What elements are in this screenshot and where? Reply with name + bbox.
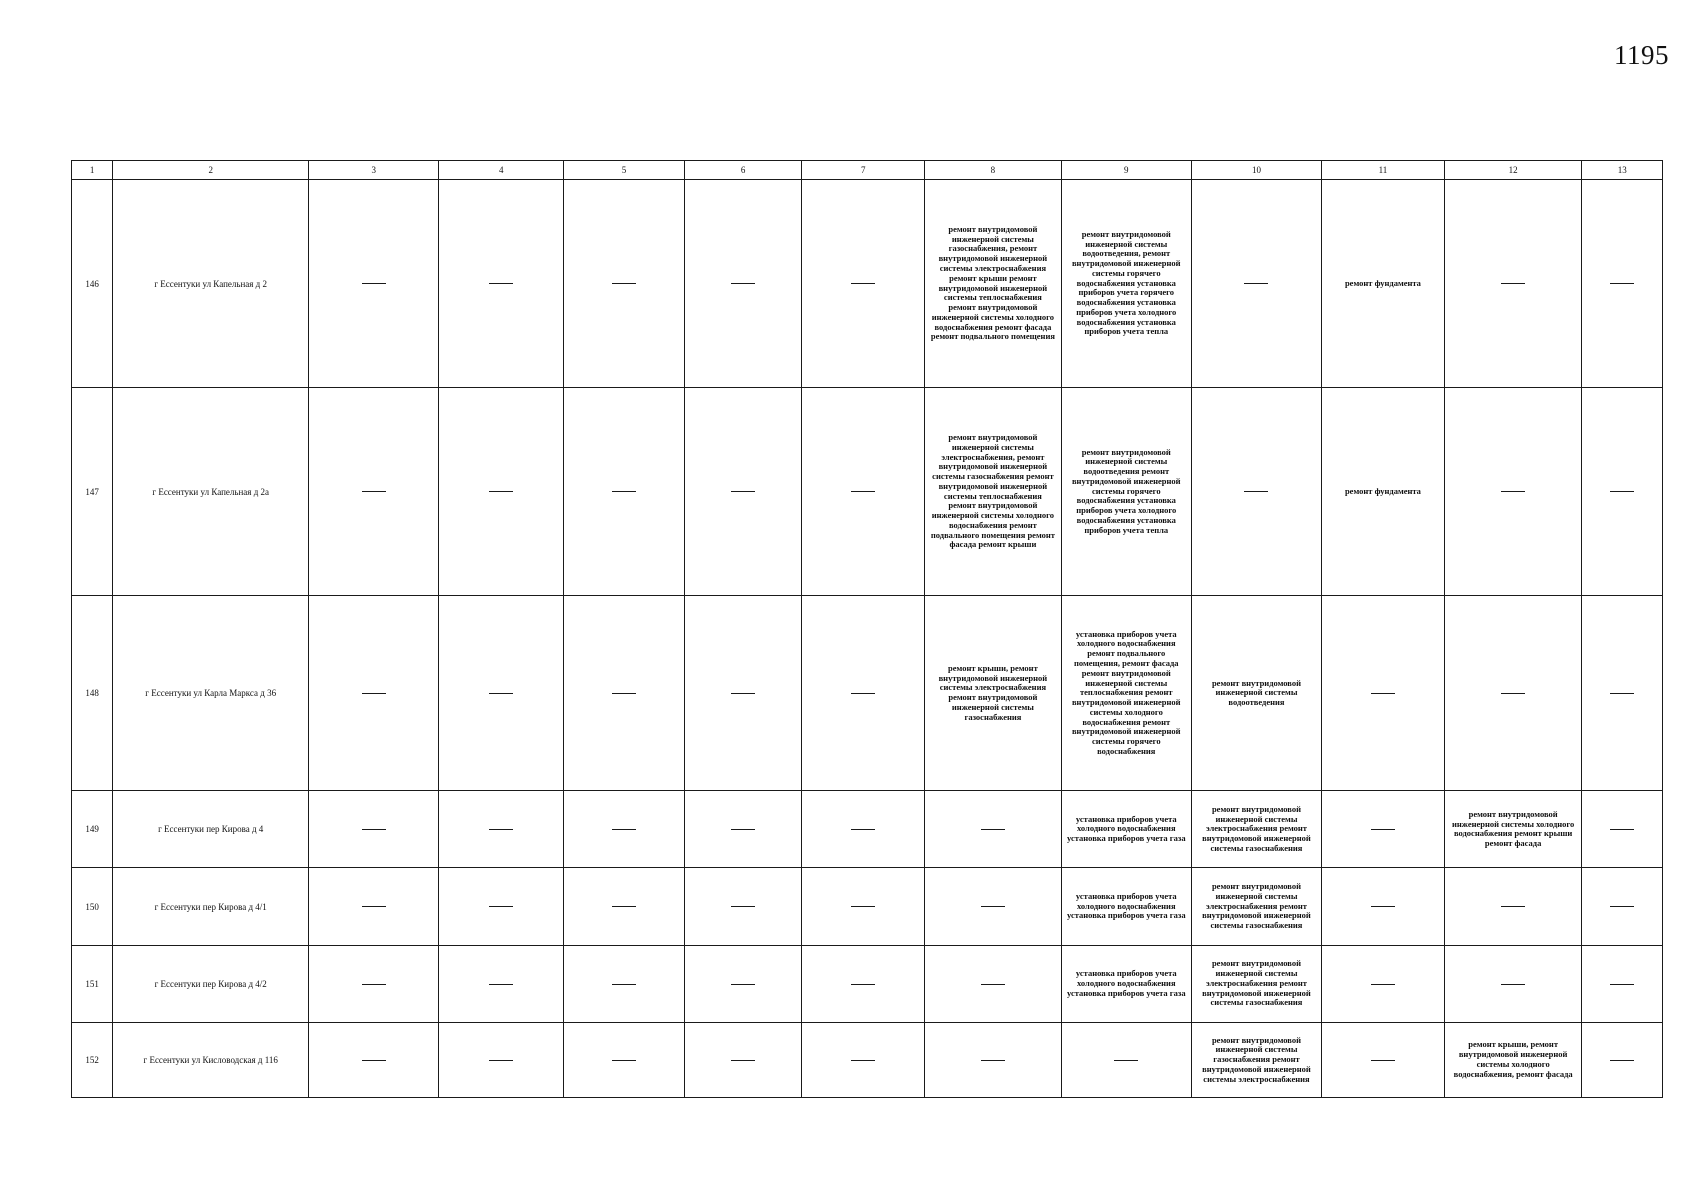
dash-mark bbox=[489, 693, 513, 694]
empty-dash-cell bbox=[1582, 180, 1663, 388]
empty-dash-cell bbox=[439, 388, 564, 596]
empty-dash-cell bbox=[802, 180, 925, 388]
empty-dash-cell bbox=[802, 388, 925, 596]
dash-mark bbox=[1244, 283, 1268, 284]
column-number: 9 bbox=[1061, 161, 1191, 180]
empty-dash-cell bbox=[439, 180, 564, 388]
table-row bbox=[72, 388, 1663, 596]
dash-mark bbox=[981, 1060, 1005, 1061]
address-cell: г Ессентуки пер Кирова д 4/2 bbox=[113, 945, 309, 1022]
table-row bbox=[72, 791, 1663, 868]
row-number: 150 bbox=[72, 868, 113, 945]
work-description-cell: установка приборов учета холодного водоснабжения установка приборов учета газа bbox=[1061, 945, 1191, 1022]
empty-dash-cell bbox=[1444, 868, 1582, 945]
column-number: 6 bbox=[684, 161, 801, 180]
empty-dash-cell bbox=[1582, 868, 1663, 945]
empty-dash-cell bbox=[802, 868, 925, 945]
dash-mark bbox=[981, 906, 1005, 907]
empty-dash-cell bbox=[309, 791, 439, 868]
empty-dash-cell bbox=[925, 945, 1062, 1022]
row-number: 147 bbox=[72, 388, 113, 596]
dash-mark bbox=[362, 491, 386, 492]
column-number: 1 bbox=[72, 161, 113, 180]
dash-mark bbox=[612, 906, 636, 907]
column-number: 10 bbox=[1191, 161, 1321, 180]
empty-dash-cell bbox=[1322, 596, 1445, 791]
empty-dash-cell bbox=[309, 388, 439, 596]
empty-dash-cell bbox=[1444, 388, 1582, 596]
work-description-cell: ремонт внутридомовой инженерной системы водоотведения ремонт внутридомовой инженерной системы горячего водоснабжения установка приборов учета холодного водоснабжения установка приборов учета тепла bbox=[1061, 388, 1191, 596]
column-number: 12 bbox=[1444, 161, 1582, 180]
empty-dash-cell bbox=[1322, 868, 1445, 945]
dash-mark bbox=[362, 829, 386, 830]
work-description-cell: ремонт фундамента bbox=[1322, 180, 1445, 388]
work-description-cell: установка приборов учета холодного водоснабжения ремонт подвального помещения, ремонт фасада ремонт внутридомовой инженерной системы теплоснабжения ремонт внутридомовой инженерной системы холодного водоснабжения ремонт внутридомовой инженерной системы горячего водоснабжения bbox=[1061, 596, 1191, 791]
empty-dash-cell bbox=[1061, 1022, 1191, 1097]
column-number: 8 bbox=[925, 161, 1062, 180]
dash-mark bbox=[731, 906, 755, 907]
address-cell: г Ессентуки ул Кисловодская д 116 bbox=[113, 1022, 309, 1097]
dash-mark bbox=[1371, 906, 1395, 907]
dash-mark bbox=[1371, 984, 1395, 985]
empty-dash-cell bbox=[309, 180, 439, 388]
empty-dash-cell bbox=[1582, 1022, 1663, 1097]
empty-dash-cell bbox=[1322, 791, 1445, 868]
row-number: 152 bbox=[72, 1022, 113, 1097]
dash-mark bbox=[612, 491, 636, 492]
dash-mark bbox=[489, 984, 513, 985]
table-row bbox=[72, 1022, 1663, 1097]
empty-dash-cell bbox=[1582, 791, 1663, 868]
dash-mark bbox=[362, 693, 386, 694]
dash-mark bbox=[981, 829, 1005, 830]
work-description-cell: ремонт внутридомовой инженерной системы электроснабжения ремонт внутридомовой инженерной системы газоснабжения bbox=[1191, 791, 1321, 868]
dash-mark bbox=[981, 984, 1005, 985]
address-cell: г Ессентуки пер Кирова д 4 bbox=[113, 791, 309, 868]
empty-dash-cell bbox=[1322, 945, 1445, 1022]
work-description-cell: установка приборов учета холодного водоснабжения установка приборов учета газа bbox=[1061, 868, 1191, 945]
empty-dash-cell bbox=[564, 945, 685, 1022]
empty-dash-cell bbox=[564, 868, 685, 945]
work-description-cell: ремонт внутридомовой инженерной системы газоснабжения, ремонт внутридомовой инженерной системы электроснабжения ремонт крыши ремонт внутридомовой инженерной системы теплоснабжения ремонт внутридомовой инженерной системы холодного водоснабжения ремонт фасада ремонт подвального помещения bbox=[925, 180, 1062, 388]
empty-dash-cell bbox=[309, 868, 439, 945]
dash-mark bbox=[1610, 491, 1634, 492]
dash-mark bbox=[1501, 491, 1525, 492]
dash-mark bbox=[851, 829, 875, 830]
work-description-cell: ремонт фундамента bbox=[1322, 388, 1445, 596]
dash-mark bbox=[851, 491, 875, 492]
dash-mark bbox=[1610, 829, 1634, 830]
dash-mark bbox=[731, 491, 755, 492]
empty-dash-cell bbox=[564, 180, 685, 388]
empty-dash-cell bbox=[309, 1022, 439, 1097]
empty-dash-cell bbox=[564, 596, 685, 791]
empty-dash-cell bbox=[439, 791, 564, 868]
empty-dash-cell bbox=[1582, 596, 1663, 791]
dash-mark bbox=[612, 693, 636, 694]
dash-mark bbox=[612, 829, 636, 830]
dash-mark bbox=[489, 1060, 513, 1061]
work-description-cell: ремонт внутридомовой инженерной системы водоотведения, ремонт внутридомовой инженерной системы горячего водоснабжения установка приборов учета горячего водоснабжения установка приборов учета холодного водоснабжения установка приборов учета тепла bbox=[1061, 180, 1191, 388]
row-number: 146 bbox=[72, 180, 113, 388]
dash-mark bbox=[851, 1060, 875, 1061]
column-number: 11 bbox=[1322, 161, 1445, 180]
column-number: 5 bbox=[564, 161, 685, 180]
empty-dash-cell bbox=[684, 791, 801, 868]
work-description-cell: ремонт внутридомовой инженерной системы электроснабжения ремонт внутридомовой инженерной системы газоснабжения bbox=[1191, 945, 1321, 1022]
row-number: 151 bbox=[72, 945, 113, 1022]
empty-dash-cell bbox=[684, 945, 801, 1022]
empty-dash-cell bbox=[1582, 945, 1663, 1022]
dash-mark bbox=[1371, 693, 1395, 694]
empty-dash-cell bbox=[684, 1022, 801, 1097]
empty-dash-cell bbox=[309, 945, 439, 1022]
dash-mark bbox=[1501, 283, 1525, 284]
empty-dash-cell bbox=[1582, 388, 1663, 596]
empty-dash-cell bbox=[684, 388, 801, 596]
address-cell: г Ессентуки ул Капельная д 2а bbox=[113, 388, 309, 596]
dash-mark bbox=[731, 693, 755, 694]
empty-dash-cell bbox=[309, 596, 439, 791]
table-row bbox=[72, 596, 1663, 791]
work-description-cell: ремонт крыши, ремонт внутридомовой инженерной системы электроснабжения ремонт внутридомовой инженерной системы газоснабжения bbox=[925, 596, 1062, 791]
empty-dash-cell bbox=[439, 1022, 564, 1097]
dash-mark bbox=[731, 1060, 755, 1061]
table-row bbox=[72, 945, 1663, 1022]
dash-mark bbox=[1371, 1060, 1395, 1061]
dash-mark bbox=[612, 984, 636, 985]
dash-mark bbox=[851, 984, 875, 985]
dash-mark bbox=[1501, 984, 1525, 985]
work-description-cell: ремонт внутридомовой инженерной системы холодного водоснабжения ремонт крыши ремонт фасада bbox=[1444, 791, 1582, 868]
dash-mark bbox=[612, 1060, 636, 1061]
dash-mark bbox=[1114, 1060, 1138, 1061]
dash-mark bbox=[731, 283, 755, 284]
empty-dash-cell bbox=[684, 180, 801, 388]
empty-dash-cell bbox=[1191, 388, 1321, 596]
work-description-cell: ремонт внутридомовой инженерной системы электроснабжения, ремонт внутридомовой инженерной системы газоснабжения ремонт внутридомовой инженерной системы теплоснабжения ремонт внутридомовой инженерной системы холодного водоснабжения ремонт подвального помещения ремонт фасада ремонт крыши bbox=[925, 388, 1062, 596]
page-number: 1195 bbox=[1614, 40, 1669, 70]
dash-mark bbox=[1610, 283, 1634, 284]
dash-mark bbox=[362, 984, 386, 985]
empty-dash-cell bbox=[1444, 180, 1582, 388]
address-cell: г Ессентуки пер Кирова д 4/1 bbox=[113, 868, 309, 945]
dash-mark bbox=[1501, 906, 1525, 907]
dash-mark bbox=[362, 906, 386, 907]
empty-dash-cell bbox=[1444, 945, 1582, 1022]
empty-dash-cell bbox=[564, 1022, 685, 1097]
empty-dash-cell bbox=[684, 596, 801, 791]
empty-dash-cell bbox=[925, 1022, 1062, 1097]
dash-mark bbox=[1610, 693, 1634, 694]
column-number-row bbox=[72, 161, 1663, 180]
dash-mark bbox=[1610, 906, 1634, 907]
work-description-cell: ремонт внутридомовой инженерной системы газоснабжения ремонт внутридомовой инженерной системы электроснабжения bbox=[1191, 1022, 1321, 1097]
empty-dash-cell bbox=[802, 596, 925, 791]
address-cell: г Ессентуки ул Карла Маркса д 36 bbox=[113, 596, 309, 791]
dash-mark bbox=[1244, 491, 1268, 492]
dash-mark bbox=[851, 283, 875, 284]
column-number: 4 bbox=[439, 161, 564, 180]
empty-dash-cell bbox=[439, 596, 564, 791]
dash-mark bbox=[731, 984, 755, 985]
dash-mark bbox=[1610, 1060, 1634, 1061]
dash-mark bbox=[362, 283, 386, 284]
row-number: 148 bbox=[72, 596, 113, 791]
empty-dash-cell bbox=[439, 945, 564, 1022]
dash-mark bbox=[489, 491, 513, 492]
dash-mark bbox=[1610, 984, 1634, 985]
repair-schedule-table bbox=[71, 160, 1663, 1098]
empty-dash-cell bbox=[439, 868, 564, 945]
address-cell: г Ессентуки ул Капельная д 2 bbox=[113, 180, 309, 388]
dash-mark bbox=[489, 283, 513, 284]
work-description-cell: ремонт внутридомовой инженерной системы электроснабжения ремонт внутридомовой инженерной системы газоснабжения bbox=[1191, 868, 1321, 945]
empty-dash-cell bbox=[564, 388, 685, 596]
column-number: 7 bbox=[802, 161, 925, 180]
dash-mark bbox=[851, 906, 875, 907]
table-row bbox=[72, 180, 1663, 388]
dash-mark bbox=[1501, 693, 1525, 694]
row-number: 149 bbox=[72, 791, 113, 868]
empty-dash-cell bbox=[802, 1022, 925, 1097]
empty-dash-cell bbox=[1322, 1022, 1445, 1097]
empty-dash-cell bbox=[925, 791, 1062, 868]
dash-mark bbox=[1371, 829, 1395, 830]
column-number: 3 bbox=[309, 161, 439, 180]
work-description-cell: ремонт внутридомовой инженерной системы водоотведения bbox=[1191, 596, 1321, 791]
work-description-cell: ремонт крыши, ремонт внутридомовой инженерной системы холодного водоснабжения, ремонт фасада bbox=[1444, 1022, 1582, 1097]
empty-dash-cell bbox=[564, 791, 685, 868]
dash-mark bbox=[489, 906, 513, 907]
empty-dash-cell bbox=[802, 945, 925, 1022]
dash-mark bbox=[489, 829, 513, 830]
empty-dash-cell bbox=[684, 868, 801, 945]
dash-mark bbox=[362, 1060, 386, 1061]
empty-dash-cell bbox=[1191, 180, 1321, 388]
dash-mark bbox=[851, 693, 875, 694]
work-description-cell: установка приборов учета холодного водоснабжения установка приборов учета газа bbox=[1061, 791, 1191, 868]
empty-dash-cell bbox=[802, 791, 925, 868]
column-number: 13 bbox=[1582, 161, 1663, 180]
empty-dash-cell bbox=[1444, 596, 1582, 791]
table-row bbox=[72, 868, 1663, 945]
empty-dash-cell bbox=[925, 868, 1062, 945]
column-number: 2 bbox=[113, 161, 309, 180]
dash-mark bbox=[612, 283, 636, 284]
dash-mark bbox=[731, 829, 755, 830]
